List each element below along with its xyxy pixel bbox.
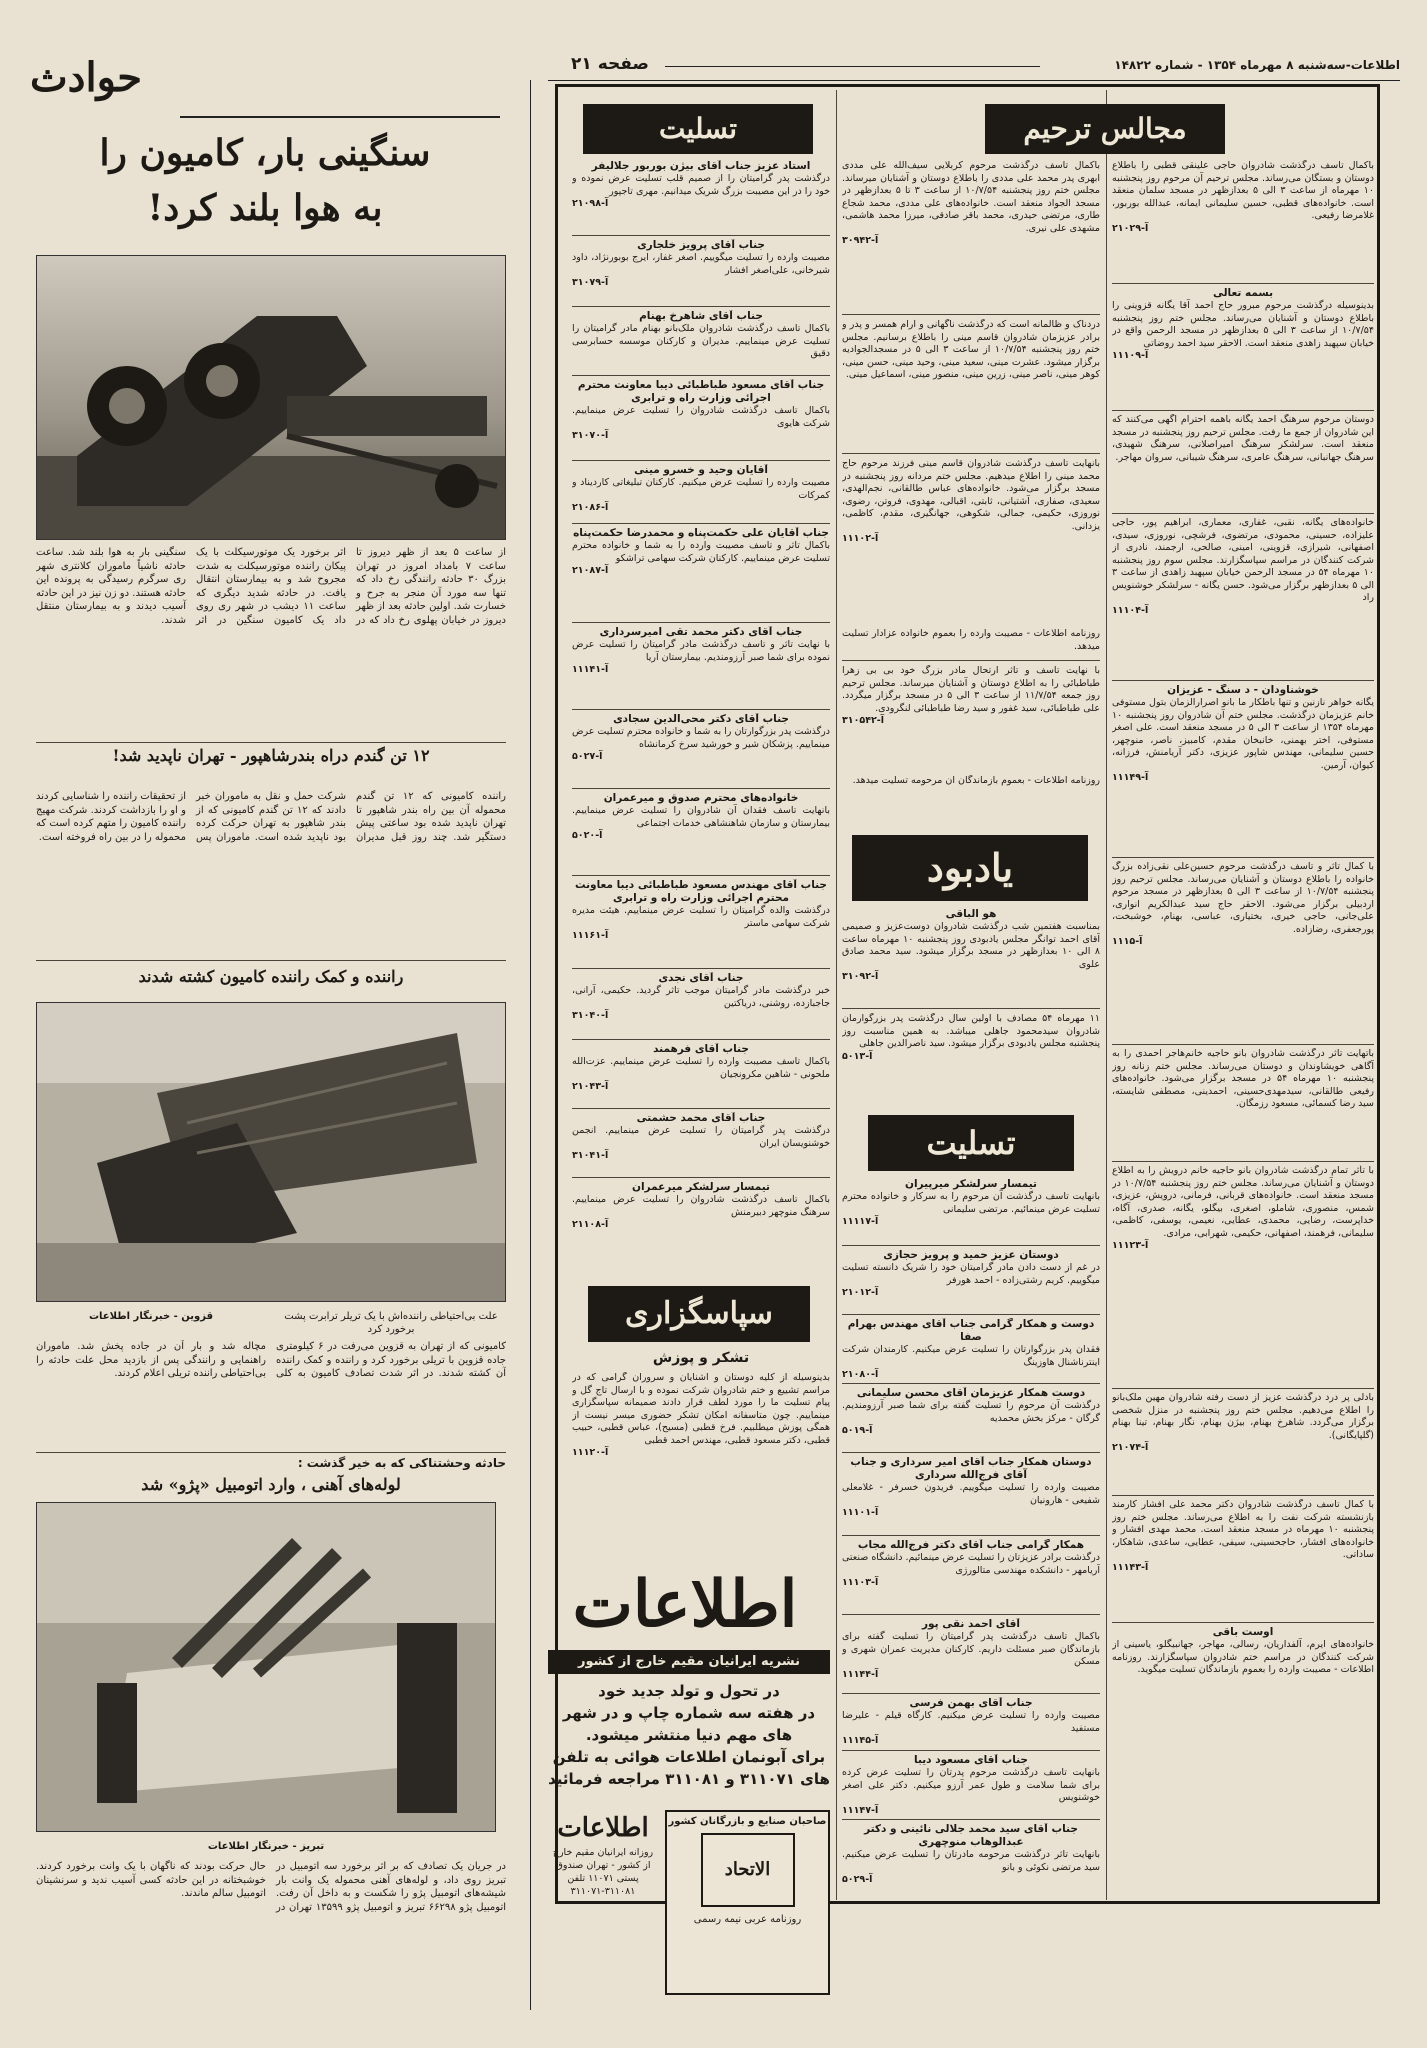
notice-text: درگذشت پدر گرامیتان را از صمیم قلب تسلیت عرض نموده و خود را در این مصیبت بزرگ شریک میدانیم. مهری تاجپور	[572, 173, 830, 197]
notice-text: خانواده‌های یگانه، نقبی، غفاری، معماری، ابراهیم پور، حاجی علیزاده، حسینی، محمودی، مرتضوی، فرشچی، نوروزی، سیدی، اصفهانی، شیرازی، قزوینی، امینی، صالحی، ارجمند، نادری از شرکت کنندگان در مراسم سپاسگزارند. مجلس سوم روز پنجشنبه ۱۰ مهرماه ۵۴ در مسجد الرحمن خیابان سپهبد زاهدی از ساعت ۳ الی ۵ بعدازظهر برگزار می‌شود. حسن یگانه - سرلشکر خوشنویس راد	[1112, 517, 1374, 603]
right-notice-2	[1112, 287, 1374, 407]
left-header-rule	[180, 116, 500, 118]
notice-title: جناب آقای نجدی	[658, 972, 744, 984]
right-notices	[1112, 160, 1374, 1900]
notice-code: آ-۱۱۱۵	[1112, 936, 1143, 947]
notice-text: با کمال تاثر و تاسف درگذشت مرحوم حسین‌علی نقی‌زاده بزرگ خانواده را باطلاع دوستان و آشنایان می‌رساند. مجلس ترحیم روز پنجشنبه ۱۰/۷/۵۴ از ساعت ۳ الی ۵ بعدازظهر در مسجد مرحوم اردبیلی برگزار می‌شود. الاحقر حاج سید عبدالکریم انواری، علی‌جانی، حاجی خیری، بختیاری، عباسی، بهنام، خوشبخت، پورجعفری، رضازاده.	[1112, 861, 1374, 935]
sep	[572, 875, 830, 876]
t2-9	[842, 1754, 1100, 1816]
t2-10	[842, 1823, 1100, 1895]
notice-code: آ-۳۱۰۵۴۲	[842, 715, 884, 726]
notice-code: آ-۱۱۱۲۳	[1112, 1240, 1149, 1251]
notice-code: آ-۵۰۲۹	[842, 1874, 873, 1885]
sep	[572, 306, 830, 307]
right-header-rule	[665, 66, 1040, 67]
notice-text: در غم از دست دادن مادر گرامیتان خود را شریک دانسته تسلیت میگوییم. کریم رشتی‌زاده - احمد هورفر	[842, 1262, 1100, 1286]
crash-caption-a: قزوین - خبرنگار اطلاعات	[89, 1311, 213, 1322]
sep	[842, 1245, 1100, 1246]
sepas-text: بدینوسیله از کلیه دوستان و آشنایان و سروران گرامی که در مراسم تشییع و ختم شادروان شرکت نموده و با ارسال تاج گل و پیام تسلیت ما را مورد لطف قرار دادند صمیمانه سپاسگزاری مینماییم. چون متاسفانه امکان تشکر حضوری میسر نیست از همگی پوزش میطلبیم. فرخ قطبی (مسیح)، عباس قطبی، حبیب قطبی، دکتر مسعود قطبی، مهندس احمد قطبی	[572, 1372, 830, 1446]
sep	[1112, 1388, 1374, 1389]
sep	[1112, 513, 1374, 514]
sep	[572, 788, 830, 789]
t2-2	[842, 1249, 1100, 1311]
tl-4	[572, 379, 830, 457]
notice-title: اوست باقی	[1212, 1626, 1274, 1638]
sep	[1112, 410, 1374, 411]
yadbood-notice-1	[842, 908, 1100, 1004]
sep	[572, 968, 830, 969]
notice-code: آ-۱۱۱۰۹	[1112, 350, 1149, 361]
notice-text: باکمال تاسف درگذشت شادروان حاجی علینقی قطبی را باطلاع دوستان و بستگان می‌رساند. مجلس ترحیم آن مرحوم روز پنجشنبه ۱۰ مهرماه از ساعت ۳ الی ۵ بعدازظهر در مسجد سلمان منعقد است. خانواده‌های قطبی، حسین سلیمانی ایمانه، عبدالله بوربور، غلامرضا رفیعی.	[1112, 160, 1374, 221]
middle-notice-6	[842, 775, 1100, 805]
sep	[572, 622, 830, 623]
pipes-story: در جریان یک تصادف که بر اثر برخورد سه اتومبیل در تبریز روی داد، و لوله‌های آهنی محموله یک وانت بار شیشه‌های اتومبیل پژو را شکست و به داخل آن رفت. اتومبیل پژو ۶۶۲۹۸ تبریز و اتومبیل پژو ۱۳۵۹۹ تهران در حال حرکت بودند که ناگهان با یک وانت برخورد کردند. خوشبختانه در این حادثه کسی آسیب ندید و سرنشینان اتومبیل سالم ماندند.	[36, 1861, 506, 1913]
notice-code: آ-۱۱۱۶۱	[572, 930, 609, 941]
notice-text: باکمال تاسف درگذشت پدر گرامیتان را تسلیت گفته برای بازماندگان صبر مسئلت داریم. کارکنان مدیریت عمران شهری و مسکن	[842, 1631, 1100, 1667]
notice-text: یگانه خواهر نازنین و تنها باطکار ما بانو اصرارالزمان بتول مستوفی خانم عزیزمان درگذشت. مجلس ختم آن شادروان روز پنجشنبه ۱۰ مهرماه ۱۳۵۴ از ساعت ۳ الی ۵ در مسجد منعقد است. علی اصغر مستوفی، اختر بهمنی، خانبخان مقدم، کامبیز، ناصر، منوچهر، حسین سلیمانی، مهندس شاپور عزیزی، دکتر آریامنش، فرزانه، کیوان، آرمین.	[1112, 697, 1374, 771]
banner-yadbood: یادبود	[852, 835, 1088, 901]
notice-code: آ-۲۱۰۹۸	[572, 198, 609, 209]
notice-code: آ-۵۰۱۳	[842, 1050, 873, 1062]
notice-code: آ-۵۰۲۷	[572, 751, 603, 762]
ad-line-4: برای آبونمان اطلاعات هوائی به تلفن	[552, 1748, 826, 1766]
notice-title: خانواده‌های محترم صدوق و میرعمران	[603, 792, 799, 804]
tl-11	[572, 972, 830, 1036]
notice-text: باکمال تاثر و تاسف مصیبت وارده را به شما و خانواده محترم تسلیت عرض مینماییم. کارکنان شرکت سهامی تراشکو	[572, 540, 830, 564]
notice-text: خبر درگذشت مادر گرامیتان موجب تاثر گردید. حکیمی، آرانی، جاجبازده، روشنی، دریاکتین	[572, 985, 830, 1009]
story-sep-3	[36, 1452, 506, 1453]
sep	[1112, 1622, 1374, 1623]
sep	[572, 235, 830, 236]
tasliat2-notices	[842, 1178, 1100, 1898]
notice-text: مصیبت وارده را تسلیت میگوییم. اصغر غفار، ایرج بوبورنژاد، داود شیرخانی، علی‌اصغر افشار	[572, 252, 830, 276]
notice-text: خانواده‌های ایرم، آلفداریان، رسالی، مهاجر، جهانبیگلو، یاسینی از شرکت کنندگان در مراسم ختم شادروان سپاسگزارند. روزنامه اطلاعات - مصیبت وارده را بعموم بازماندگان تسلیت میگوید.	[1112, 1639, 1374, 1675]
sep	[572, 1039, 830, 1040]
notice-code: آ-۲۱۰۱۲	[842, 1287, 879, 1298]
pipes-caption: تبریز - خبرنگار اطلاعات	[207, 1841, 325, 1852]
notice-title: دوستان همکار جناب آقای امیر سرداری و جناب آقای فرج‌الله سرداری	[850, 1456, 1092, 1481]
notice-code: آ-۲۱۰۸۶	[572, 502, 609, 513]
notice-code: آ-۵۰۱۹	[842, 1425, 873, 1436]
notice-title: آقای احمد نقی پور	[922, 1618, 1020, 1630]
sep	[842, 1614, 1100, 1615]
notice-text: روزنامه اطلاعات - بعموم بازماندگان آن مرحومه تسلیت میدهد.	[852, 775, 1100, 786]
notice-text: باکمال تاسف درگذشت شادروان را تسلیت عرض مینماییم. شرکت هایوی	[572, 405, 830, 429]
ad-line-2: در هفته سه شماره چاپ و در شهر	[562, 1704, 816, 1722]
header-underline	[548, 80, 1400, 81]
sep	[572, 375, 830, 376]
notice-title: جناب آقای بهمن فرسی	[909, 1697, 1033, 1709]
notice-code: آ-۱۱۱۴۵	[842, 1735, 879, 1746]
notice-code: آ-۲۱۰۲۹	[1112, 222, 1149, 234]
sep	[842, 660, 1100, 661]
notice-text: مصیبت وارده را تسلیت عرض میکنیم. کارکنان تبلیغاتی کاردیناد و کمرکات	[572, 477, 830, 501]
notice-title: دوست و همکار گرامی جناب آقای مهندس بهرام صفا	[847, 1318, 1095, 1343]
notice-code: آ-۱۱۱۰۳	[842, 1577, 879, 1588]
right-notice-4	[1112, 517, 1374, 677]
sep	[572, 1108, 830, 1109]
sep	[1112, 857, 1374, 858]
notice-title: جناب آقای سید محمد جلالی نائینی و دکتر عبدالوهاب منوچهری	[864, 1823, 1078, 1848]
notice-code: آ-۲۱۰۷۴	[1112, 1442, 1149, 1453]
story-sep-2	[36, 960, 506, 961]
notice-code: آ-۱۱۱۰۴	[1112, 604, 1149, 616]
ittihad-caption: روزنامه عربی نیمه رسمی	[693, 1914, 802, 1925]
notice-code: آ-۲۱۰۸۷	[572, 565, 609, 576]
sep	[1112, 1161, 1374, 1162]
notice-text: بمناسبت هفتمین شب درگذشت شادروان دوست‌عزیز و صمیمی آقای احمد توانگر مجلس یادبودی روز پنجشنبه ۱۰ مهرماه ساعت ۸ الی ۱۰ بعدازظهر در مسجد برگزار میشود. سید محمد صادق علوی	[842, 921, 1100, 970]
notice-text: درگذشت آن مرحوم را تسلیت گفته برای شما صبر آرزومندیم. گرگان - مرکز بخش محمدیه	[842, 1400, 1100, 1424]
right-notice-11	[1112, 1626, 1374, 1716]
sep	[572, 460, 830, 461]
notice-title: جناب آقای فرهمند	[653, 1043, 749, 1055]
sepas-code: آ-۱۱۱۲۰	[572, 1447, 609, 1458]
headline-drivers-killed: راننده و کمک راننده کامیون کشته شدند	[138, 967, 404, 986]
notice-text: درگذشت برادر عزیزتان را تسلیت عرض مینمائیم. دانشگاه صنعتی آریامهر - دانشکده مهندسی متالورژی	[842, 1552, 1100, 1576]
sep	[842, 1383, 1100, 1384]
notices-col-divider-1	[1106, 90, 1107, 1900]
tl-2	[572, 239, 830, 303]
notice-code: آ-۱۱۱۴۱	[572, 664, 609, 675]
notice-title: هو الباقی	[945, 908, 997, 920]
sep	[572, 709, 830, 710]
notice-title: جناب آقایان علی حکمت‌پناه و محمدرضا حکمت‌پناه	[573, 527, 829, 539]
headline-wheat: ۱۲ تن گندم دراه بندرشاهپور - تهران ناپدید شد!	[112, 746, 430, 765]
notice-code: آ-۲۱۱۰۸	[572, 1219, 609, 1230]
notice-text: بانهایت تاسف فقدان آن شادروان را تسلیت عرض مینماییم. بیمارستان و سازمان شاهنشاهی خدمات اجتماعی	[572, 805, 830, 829]
notice-code: آ-۱۱۱۴۴	[842, 1668, 879, 1680]
notice-text: با نهایت تاثر و تاسف درگذشت مادر گرامیتان را تسلیت عرض نموده برای شما صبر آرزومندیم. بیمارستان آریا	[572, 639, 830, 663]
notice-title: جناب آقای دکتر محمد تقی امیرسرداری	[599, 626, 803, 638]
ettelaat-ad-copy	[548, 1680, 830, 1790]
notice-title: دوست همکار عزیزمان آقای محسن سلیمانی	[856, 1387, 1086, 1399]
tl-5	[572, 464, 830, 520]
tl-8	[572, 713, 830, 785]
banner-majales: مجالس ترحیم	[985, 104, 1225, 154]
t2-4	[842, 1387, 1100, 1449]
notice-code: آ-۱۱۱۰۲	[842, 533, 879, 544]
notice-title: آقایان وحید و خسرو مینی	[634, 464, 768, 476]
tl-7	[572, 626, 830, 706]
headline-pipes-pre: حادثه وحشتناکی که به خیر گذشت :	[297, 1456, 506, 1470]
pipes-car-photo	[36, 1502, 496, 1832]
notice-title: جناب آقای مهندس مسعود طباطبائی دیبا معاونت محترم اجرائی وزارت راه و ترابری	[575, 879, 827, 904]
small-box-logo: اطلاعات	[557, 1813, 649, 1843]
banner-tasliat: تسلیت	[583, 104, 813, 154]
sep	[572, 523, 830, 524]
notice-code: آ-۱۱۱۴۹	[1112, 772, 1149, 783]
notice-text: درگذشت پدر گرامیتان را تسلیت عرض مینماییم. انجمن خوشنویسان ایران	[572, 1125, 830, 1149]
middle-notice-4	[842, 628, 1100, 656]
notice-title: همکار گرامی جناب آقای دکتر فرج‌الله مجاب	[857, 1539, 1085, 1551]
tl-1	[572, 160, 830, 232]
ad-line-5: های ۳۱۱۰۷۱ و ۳۱۱۰۸۱ مراجعه فرمائید	[548, 1770, 830, 1788]
notice-text: با کمال تاسف درگذشت شادروان دکتر محمد علی افشار کارمند بازنشسته شرکت نفت را به اطلاع می‌رساند. مجلس ختم روز پنجشنبه ۱۰ مهرماه در مسجد منعقد است. محمد مهدی افشار و خانواده‌های افشار، حاجحسینی، سیفی، عطایی، ساعدی، شاهکار، ساداتی.	[1112, 1499, 1374, 1560]
right-notice-5	[1112, 684, 1374, 854]
notice-code: آ-۱۱۱۱۷	[842, 1216, 879, 1227]
yadbood-notices	[842, 908, 1100, 1108]
notices-col-divider-2	[836, 90, 837, 1900]
middle-notices	[842, 160, 1100, 820]
notice-title: خوشناودان - د سنگ - عزیزان	[1167, 684, 1319, 696]
truck-lifted-photo	[36, 255, 506, 540]
middle-notice-3	[842, 458, 1100, 628]
notice-text: ۱۱ مهرماه ۵۴ مصادف با اولین سال درگذشت پدر بزرگوارمان شادروان سیدمحمود جاهلی میباشد. به همین مناسبت روز پنجشنبه مجلس یادبودی برگزار میشود. سید ناصرالدین جاهلی	[842, 1013, 1100, 1049]
ettelaat-ad-logo: اطلاعات	[572, 1567, 798, 1642]
notice-title: جناب آقای محمد حشمتی	[636, 1112, 766, 1124]
notice-text: دردناک و ظالمانه است که درگذشت ناگهانی و آرام همسر و پدر و برادر عزیزمان شادروان قاسم مینی را باطلاع برسانیم. مجلس ختم روز پنجشنبه ۱۰/۷/۵۴ از ساعت ۳ الی ۵ در مسجدالجوادیه برگزار میشود. عشرت مینی، سعید مینی، وحید مینی، حسن مینی، کوهر مینی، ناصر مینی، زرین مینی، منصور مینی، اسماعیل مینی.	[842, 319, 1100, 380]
ettelaat-ad-strip: نشریه ایرانیان مقیم خارج از کشور	[548, 1650, 830, 1674]
notice-text: با نهایت تاسف و تاثر ارتحال مادر بزرگ خود بی بی زهرا طباطبائی را به اطلاع دوستان و آشنایان میرساند. مجلس ترحیم روز جمعه ۱۱/۷/۵۴ از ساعت ۳ الی ۵ در مسجد برگزار میگردد. علی طباطبائی، سید غفور و سید رضا طباطبائی لنگرودی.	[842, 665, 1100, 714]
notice-title: بسمه تعالی	[1212, 287, 1274, 299]
sep	[1112, 1495, 1374, 1496]
right-notice-3	[1112, 414, 1374, 510]
ettelaat-small-box	[548, 1810, 658, 1995]
right-notice-6	[1112, 861, 1374, 1041]
notice-text: باکمال تاسف درگذشت شادروان را تسلیت عرض مینماییم. سرهنگ منوچهر دبیرمنش	[572, 1194, 830, 1218]
notice-code: آ-۲۱۰۸۰	[842, 1369, 879, 1380]
notice-text: باکمال تاسف مصیبت وارده را تسلیت عرض مینماییم. عزت‌الله ملحونی - شاهین مکرونجیان	[572, 1056, 830, 1080]
t2-1	[842, 1178, 1100, 1242]
notice-text: باتهایت تاثر درگذشت شادروان بانو حاجیه خانم‌هاجر احمدی را به آگاهی خویشاوندان و دوستان می‌رساند. مجلس ختم زنانه روز پنجشنبه ۱۰ مهرماه ۵۴ در مسجد برگزار می‌شود. خانواده‌های رفیعی طالقانی، سیدمهدی‌حسینی، احمدینی، مصطفی شایسته، سید رضا کسمائی، مسعود رزمگان.	[1112, 1048, 1374, 1109]
tl-13	[572, 1112, 830, 1174]
sep	[572, 1177, 830, 1178]
notice-text: مصیبت وارده را تسلیت میگوییم. فریدون خسرفر - غلامعلی شفیعی - هارونیان	[842, 1482, 1100, 1506]
notice-title: جناب آقای مسعود دیبا	[914, 1754, 1028, 1766]
notice-text: با تأثر تمام درگذشت شادروان بانو حاجیه خانم درویش را به اطلاع دوستان و آشنایان می‌رساند. مجلس ختم روز پنجشنبه ۱۰/۷/۵۴ در مسجد منعقد است. خانواده‌های قربانی، فرمانی، درویش، عزیزی، شمس، منصوری، شاملو، اصغری، بیگلو، یگانه، صدری، آگاه، خداپرست، رضایی، محمدی، عطایی، نعیمی، یوسفی، کاظمی، سلیمانی، فرهمند، اصفهانی، حکیمی، شهرابی، مرادی.	[1112, 1165, 1374, 1239]
sep	[842, 314, 1100, 315]
sep	[842, 1750, 1100, 1751]
notice-text: بانهایت تاسف درگذشت شادروان قاسم مینی فرزند مرحوم حاج محمد مینی را اطلاع میدهیم. مجلس ختم مردانه روز پنجشنبه در مسجد برگزار می‌شود. خانواده‌های عباس طالقانی، نجم‌الهدی، سعیدی، صفاری، آشتیانی، ثابتی، اقبالی، مهدوی، فروتن، رضوی، نوروزی، حکیمی، جمالی، شکوهی، جهانگیری، مقدم، کاظمی، یزدانی.	[842, 458, 1100, 532]
crash-story: کامیونی که از تهران به قزوین می‌رفت در ۶ کیلومتری جاده قزوین با تریلی برخورد کرد و راننده و کمک راننده آن کشته شدند. در اثر شدت تصادف کامیون به کلی مچاله شد و بار آن در جاده پخش شد. ماموران راهنمایی و رانندگی پس از بازدید محل علت حادثه را بی‌احتیاطی راننده تریلی اعلام کردند.	[36, 1341, 506, 1379]
notice-text: درگذشت پدر بزرگوارتان را به شما و خانواده محترم تسلیت عرض مینماییم. پزشکان شیر و خورشید سرخ کرمانشاه	[572, 726, 830, 750]
notice-code: آ-۱۱۱۴۳	[1112, 1561, 1149, 1573]
notice-text: بانهایت تاسف درگذشت آن مرحوم را به سرکار و خانواده محترم تسلیت عرض مینمائیم. مرتضی سلیمانی	[842, 1191, 1100, 1215]
notice-title: تیمسار سرلشکر میرپیران	[904, 1178, 1037, 1190]
notice-code: آ-۳۱۰۷۹	[572, 277, 609, 288]
notice-title: جناب آقای دکتر محی‌الدین سجادی	[613, 713, 789, 725]
headline-truck: سنگینی بار، کامیون را	[99, 132, 431, 174]
t2-5	[842, 1456, 1100, 1532]
notice-code: آ-۵۰۲۰	[572, 830, 603, 841]
right-notice-9	[1112, 1392, 1374, 1492]
sep	[1112, 680, 1374, 681]
crash-caption-b: علت بی‌احتیاطی راننده‌اش با یک تریلر ترابرت پشت برخورد کرد	[284, 1311, 498, 1335]
story-sep-1	[36, 742, 506, 743]
notice-code: آ-۳۱۰۷۰	[572, 430, 609, 441]
t2-6	[842, 1539, 1100, 1611]
notice-title: جناب آقای مسعود طباطبائی دیبا معاونت محترم اجرائی وزارت راه و ترابری	[577, 379, 825, 404]
ad-line-1: در تحول و تولد جدید خود	[598, 1682, 780, 1700]
notice-text: بانهایت تاسف درگذشت مرحوم پدرتان را تسلیت عرض کرده برای شما سلامت و طول عمر آرزو میکنیم. دکتر علی اصغر خوشنویس	[842, 1767, 1100, 1803]
ittihad-ad-box	[665, 1810, 830, 1995]
ittihad-sub: صاحبان صنایع و بازرگانان کشور	[668, 1816, 827, 1827]
right-notice-1	[1112, 160, 1374, 280]
tasliat-notices	[572, 160, 830, 1300]
notice-text: بدینوسیله درگذشت مرحوم مبرور حاج احمد آقا یگانه قزوینی را باطلاع دوستان و آشنایان می‌رساند. مجلس ختم روز پنجشنبه ۱۰/۷/۵۴ از ساعت ۳ الی ۵ بعدازظهر در مسجد الرحمن واقع در خیابان سپهبد زاهدی منعقد است. الاحقر سید احمد روضاتی	[1112, 300, 1374, 349]
notice-code: آ-۳۱۰۹۲	[842, 971, 879, 982]
tl-10	[572, 879, 830, 965]
wheat-story: راننده کامیونی که ۱۲ تن گندم محموله آن بین راه بندر شاهپور تا تهران ناپدید شده بود ساعتی پیش دستگیر شد. چند روز قبل مدیران شرکت حمل و نقل به ماموران خبر دادند که ۱۲ تن گندم کامیونی که از بندر شاهپور به تهران حرکت کرده بود ناپدید شده است. ماموران پس از تحقیقات راننده را شناسایی کردند و او را بازداشت کردند. شرکت مهیج راننده کامیون را متهم کرده است که محموله را در بین راه فروخته است.	[36, 791, 506, 843]
notice-title: استاد عزیز جناب آقای بیژن بوربور جلالیفر	[591, 160, 811, 172]
crash-photo-illustration	[37, 1003, 505, 1301]
notice-text: باکمال تاسف درگذشت مرحوم کربلایی سیف‌الله علی مددی ابهری پدر محمد علی مددی را باطلاع دوستان و آشنایان میرساند. مجلس ختم روز پنجشنبه ۱۰/۷/۵۴ از ساعت ۳ تا ۵ بعدازظهر در مسجد الجواد منعقد است. خانواده‌های علی مددی، محمد شجاع طاری، مرتضی حیدری، محمد باقر صادقی، میرزا محمد هاشمی، مشهدی علی نیری.	[842, 160, 1100, 234]
right-notice-8	[1112, 1165, 1374, 1385]
notice-text: بانهایت تاثر درگذشت مرحومه مادرتان را تسلیت عرض میکنیم. سید مرتضی نکوئی و بانو	[842, 1849, 1100, 1873]
issue-line: اطلاعات-سه‌شنبه ۸ مهرماه ۱۳۵۴ - شماره ۱۴۸۲۲	[1114, 58, 1400, 72]
headline-truck-2: به هوا بلند کرد!	[147, 187, 383, 229]
sep	[842, 1314, 1100, 1315]
notice-text: فقدان پدر بزرگوارتان را تسلیت عرض میکنیم. کارمندان شرکت اینترناشنال هاوزینگ	[842, 1344, 1100, 1368]
crash-photo	[36, 1002, 506, 1302]
sepas-notice	[572, 1372, 830, 1542]
notice-text: باکمال تاسف درگذشت شادروان ملک‌بانو بهنام مادر گرامیتان را تسلیت عرض مینماییم. مدیران و کارکنان موسسه حسابرسی دقیق	[572, 323, 830, 359]
notice-code: آ-۲۱۰۴۳	[572, 1081, 609, 1092]
truck-story: از ساعت ۵ بعد از ظهر دیروز تا ساعت ۷ بامداد امروز در تهران بزرگ ۳۰ حادثه رانندگی رخ داد که تنها سه مورد آن منجر به جرح و خسارت شد. اولین حادثه بعد از ظهر دیروز در خیابان پهلوی رخ داد که در اثر برخورد یک موتورسیکلت با یک پیکان راننده موتورسیکلت به شدت مجروح شد و به بیمارستان انتقال یافت. در حادثه شدید دیگری که ساعت ۱۱ دیشب در شهر ری روی داد یک کامیون سنگین در اثر سنگینی بار به هوا بلند شد. ساعت حادثه ناشیاً ماموران کلانتری شهر ری سرگرم رسیدگی به پرونده این حادثه هستند. دو زن نیز در این حادثه آسیب دیدند و به بیمارستان منتقل شدند.	[36, 547, 506, 626]
t2-7	[842, 1618, 1100, 1690]
notice-title: دوستان عزیز حمید و پرویز حجازی	[883, 1249, 1059, 1261]
main-column-divider	[530, 80, 531, 2010]
notice-title: تیمسار سرلشکر میرعمران	[632, 1181, 770, 1193]
sep	[842, 1819, 1100, 1820]
tl-3	[572, 310, 830, 372]
notice-text: مصیبت وارده را تسلیت عرض میکنیم. کارگاه قیلم - علیرضا مستفید	[842, 1710, 1100, 1734]
sepas-subtitle: تشکر و پوزش	[652, 1350, 750, 1366]
truck-photo-illustration	[37, 256, 505, 539]
yadbood-notice-2	[842, 1013, 1100, 1105]
notice-title: جناب آقای پرویز خلجاری	[637, 239, 765, 251]
middle-notice-1	[842, 160, 1100, 310]
ad-line-3: های مهم دنیا منتشر میشود.	[585, 1726, 793, 1744]
sep	[1112, 283, 1374, 284]
sep	[842, 1535, 1100, 1536]
small-box-text: روزانه ایرانیان مقیم خارج از کشور - تهران صندوق پستی ۱۱۰۷۱ تلفن ۳۱۱۰۸۱-۳۱۱۰۷۱	[552, 1847, 654, 1897]
notice-code: آ-۳۰۹۴۲	[842, 235, 879, 246]
notice-code: آ-۱۱۱۴۷	[842, 1804, 879, 1816]
tl-14	[572, 1181, 830, 1243]
right-notice-10	[1112, 1499, 1374, 1619]
section-title: حوادث	[30, 54, 142, 101]
tl-9	[572, 792, 830, 872]
notice-text: درگذشت والده گرامیتان را تسلیت عرض مینماییم. هیئت مدیره شرکت سهامی ماستر	[572, 905, 830, 929]
sep	[1112, 1044, 1374, 1045]
notice-text: روزنامه اطلاعات - مصیبت وارده را بعموم خانواده عزادار تسلیت میدهد.	[842, 628, 1100, 652]
right-notice-7	[1112, 1048, 1374, 1158]
pipes-photo-illustration	[37, 1503, 495, 1831]
headline-pipes: لوله‌های آهنی ، وارد اتومبیل «پژو» شد	[141, 1475, 401, 1494]
sep	[842, 1452, 1100, 1453]
ittihad-emblem	[701, 1833, 795, 1907]
banner-sepas: سپاسگزاری	[588, 1286, 810, 1342]
sep	[842, 1693, 1100, 1694]
middle-notice-5	[842, 665, 1100, 775]
t2-3	[842, 1318, 1100, 1380]
sep	[842, 1008, 1100, 1009]
page-number: صفحه ۲۱	[571, 54, 649, 74]
notice-code: آ-۳۱۰۴۰	[572, 1010, 609, 1021]
notice-code: آ-۱۱۱۰۱	[842, 1507, 879, 1518]
ittihad-logo: الاتحاد	[724, 1859, 771, 1880]
sep	[842, 453, 1100, 454]
tl-12	[572, 1043, 830, 1105]
notice-code: آ-۳۱۰۴۱	[572, 1150, 609, 1161]
banner-tasliat-2: تسلیت	[868, 1115, 1074, 1171]
middle-notice-2	[842, 319, 1100, 449]
notice-text: دوستان مرحوم سرهنگ احمد یگانه باهمه احترام آگهی می‌کنند که این شادروان از جمع ما رفت. مجلس ترحیم روز پنجشنبه در مسجد منعقد است. سرلشکر سرهنگ امیراصلانی، سرهنگ شهیدی، سرهنگ جهانبانی، سرهنگ عامری، سرهنگ شیبانی، سروان مهاجر.	[1112, 414, 1374, 463]
notice-text: بادلی پر درد درگذشت عزیز از دست رفته شادروان مهین ملک‌بانو را اطلاع می‌دهیم. مجلس ختم روز پنجشنبه در منزل شخصی برگزار می‌گردد. شاهرخ بهنام، بیژن بهنام، نگار بهنام، تینا بهنام (گلپایگانی).	[1112, 1392, 1374, 1441]
t2-8	[842, 1697, 1100, 1747]
tl-6	[572, 527, 830, 619]
notice-title: جناب آقای شاهرخ بهنام	[639, 310, 763, 322]
